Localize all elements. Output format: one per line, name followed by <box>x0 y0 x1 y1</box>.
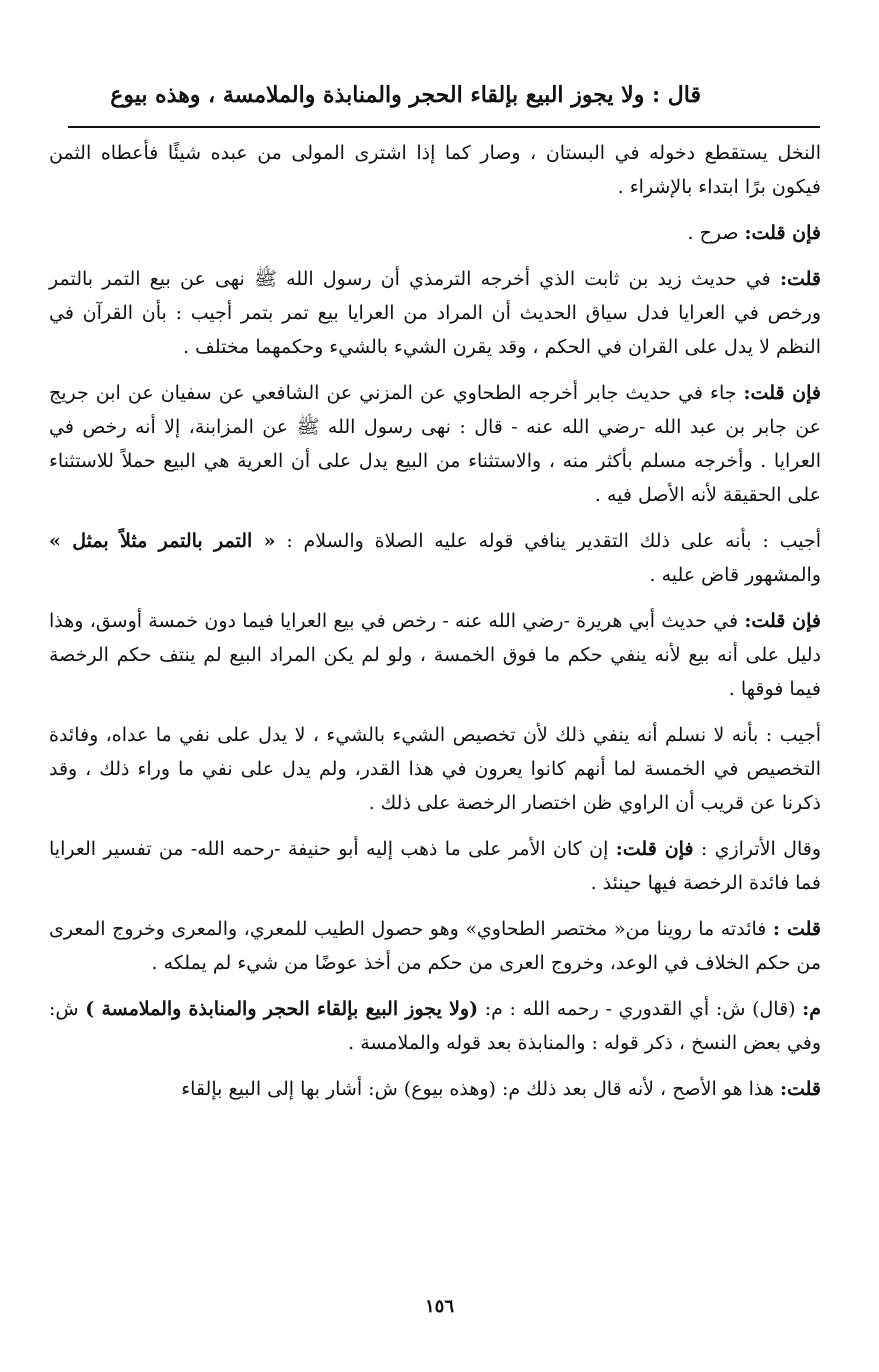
paragraph-text: النخل يستقطع دخوله في البستان ، وصار كما إذا اشترى المولى من عبده شيئًا فأعطاه الثمن فيكون برًا ابتداء بالإشراء . <box>49 142 821 198</box>
paragraph-9 <box>49 912 821 980</box>
paragraph-text: هذا هو الأصح ، لأنه قال بعد ذلك م: (وهذه بيوع) ش: أشار بها إلى البيع بإلقاء <box>181 1078 780 1100</box>
paragraph-text: فائدته ما روينا من« مختصر الطحاوي» وهو حصول الطيب للمعري، والمعرى وخروج المعرى من حكم الخلاف في الوعد، وخروج العرى من حكم من أخذ عوضًا من شيء لم يملكه . <box>49 918 821 974</box>
paragraph-text-cont: ش: وفي بعض النسخ ، ذكر قوله : والمنابذة بعد قوله والملامسة . <box>49 998 821 1054</box>
paragraph-text: في حديث زيد بن ثابت الذي أخرجه الترمذي أن رسول الله ﷺ نهى عن بيع التمر بالتمر ورخص في العرايا فدل سياق الحديث أن المراد من العرايا بيع تمر بتمر أجيب : بأن القرآن في النظم لا يدل على القران في الحكم ، وقد يقرن الشيء بالشيء وحكمهما مختلف . <box>49 268 821 358</box>
paragraph-11 <box>49 1072 821 1106</box>
inline-lead: فإن قلت: <box>615 838 694 860</box>
paragraph-text: وقال الأترازي : <box>693 838 821 860</box>
paragraph-lead: فإن قلت: <box>744 610 821 632</box>
paragraph-2 <box>49 216 821 250</box>
paragraph-8 <box>49 832 821 900</box>
paragraph-lead: م: <box>802 998 822 1020</box>
paragraph-text: جاء في حديث جابر أخرجه الطحاوي عن المزني عن الشافعي عن سفيان عن ابن جريج عن جابر بن عبد الله -رضي الله عنه - قال : نهى رسول الله ﷺ عن المزابنة، إلا أنه رخص في العرايا . وأخرجه مسلم بأكثر منه ، والاستثناء من البيع يدل على أن العرية هي البيع حملاً للاستثناء على الحقيقة لأنه الأصل فيه . <box>49 382 821 506</box>
matn-quote: (ولا يجوز البيع بإلقاء الحجر والمنابذة والملامسة ) <box>85 998 479 1020</box>
page-body <box>49 136 821 1118</box>
paragraph-1 <box>49 136 821 204</box>
paragraph-10 <box>49 992 821 1060</box>
paragraph-text-cont: والمشهور قاض عليه . <box>649 564 821 586</box>
paragraph-text: صرح . <box>687 222 745 244</box>
header-divider <box>68 126 820 128</box>
paragraph-text: (قال) ش: أي القدوري - رحمه الله : م: <box>478 998 803 1020</box>
hadith-quote: « التمر بالتمر مثلاً بمثل » <box>49 530 276 552</box>
paragraph-3 <box>49 262 821 364</box>
page-number: ١٥٦ <box>424 1296 454 1317</box>
paragraph-text: أجيب : بأنه لا نسلم أنه ينفي ذلك لأن تخصيص الشيء بالشيء ، لا يدل على نفي ما عداه، وفائدة التخصيص في الخمسة لما أنهم كانوا يعرون في هذا القدر، ولم يدل على نفي ما وراء ذلك ، وقد ذكرنا عن قريب أن الراوي ظن اختصار الرخصة على ذلك . <box>49 724 821 814</box>
paragraph-text: في حديث أبي هريرة -رضي الله عنه - رخص في بيع العرايا فيما دون خمسة أوسق، وهذا دليل على أنه بيع لأنه ينفي حكم ما فوق الخمسة ، ولو لم يكن المراد البيع لم ينتف حكم الرخصة فيما فوقها . <box>49 610 821 700</box>
paragraph-5 <box>49 524 821 592</box>
paragraph-6 <box>49 604 821 706</box>
paragraph-text-cont: إن كان الأمر على ما ذهب إليه أبو حنيفة -رحمه الله- من تفسير العرايا فما فائدة الرخصة فيها حينئذ . <box>49 838 821 894</box>
paragraph-lead: قلت : <box>772 918 821 940</box>
paragraph-lead: قلت: <box>779 1078 821 1100</box>
paragraph-lead: فإن قلت: <box>744 222 821 244</box>
paragraph-4 <box>49 376 821 512</box>
paragraph-lead: فإن قلت: <box>743 382 822 404</box>
paragraph-lead: قلت: <box>779 268 821 290</box>
paragraph-text: أجيب : بأنه على ذلك التقدير ينافي قوله عليه الصلاة والسلام : <box>275 530 821 552</box>
paragraph-7 <box>49 718 821 820</box>
running-header: قال : ولا يجوز البيع بإلقاء الحجر والمنابذة والملامسة ، وهذه بيوع <box>110 82 701 108</box>
